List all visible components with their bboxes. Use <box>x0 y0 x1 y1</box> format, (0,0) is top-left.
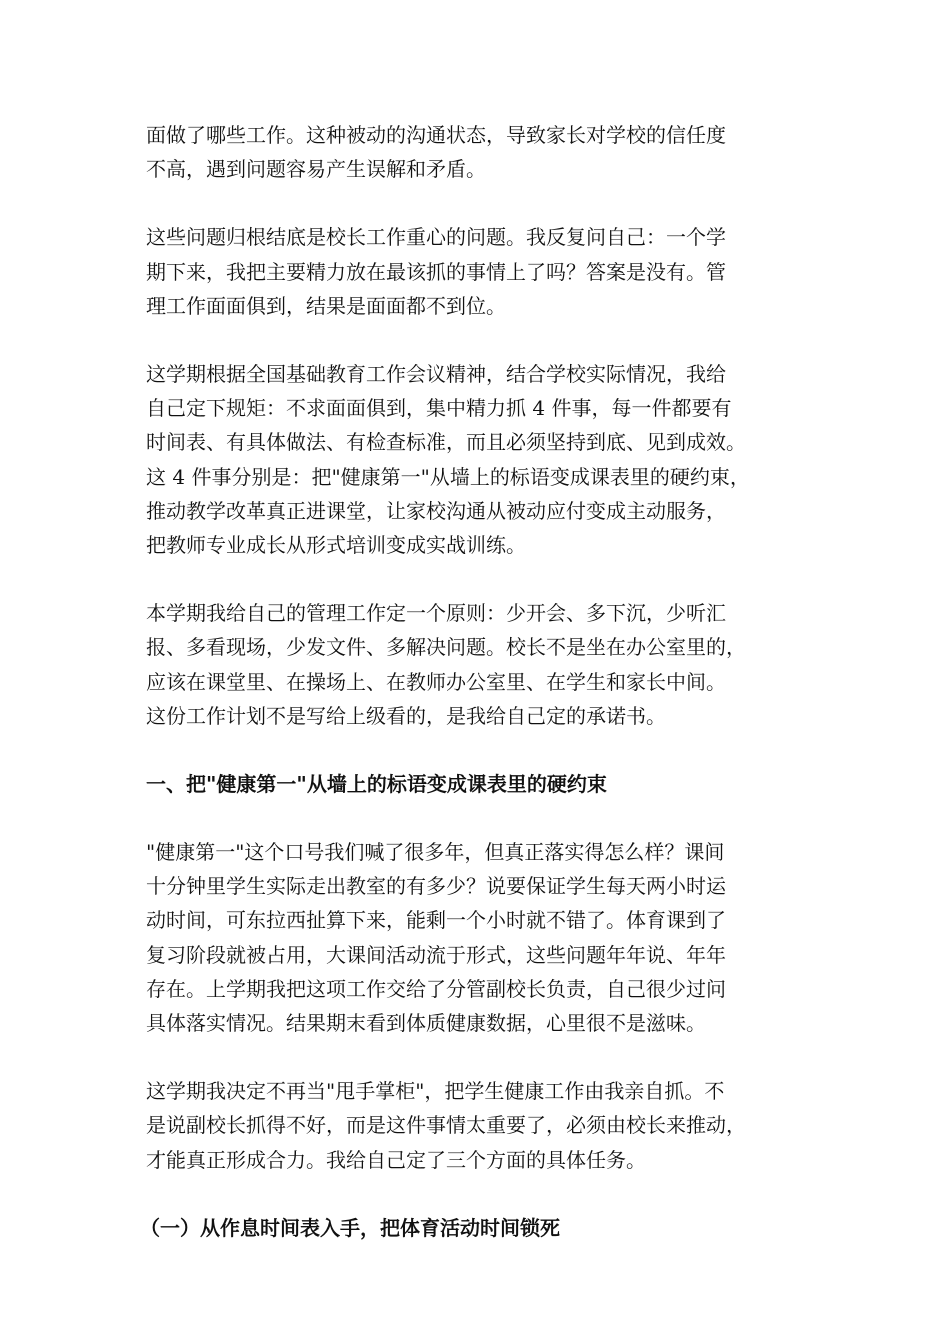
paragraph-1 <box>146 118 810 186</box>
text-line: 这些问题归根结底是校长工作重心的问题。我反复问自己：一个学 <box>146 225 726 250</box>
text-line: 时间表、有具体做法、有检查标准，而且必须坚持到底、见到成效。 <box>146 430 746 455</box>
text-line: 这份工作计划不是写给上级看的，是我给自己定的承诺书。 <box>146 703 666 728</box>
text-line: 不高，遇到问题容易产生误解和矛盾。 <box>146 157 486 182</box>
text-line: "健康第一"这个口号我们喊了很多年，但真正落实得怎么样？课间 <box>146 840 725 865</box>
paragraph-5 <box>146 835 810 1040</box>
text-line: 理工作面面俱到，结果是面面都不到位。 <box>146 293 506 318</box>
document-body <box>140 118 810 1279</box>
text-line: 这学期根据全国基础教育工作会议精神，结合学校实际情况，我给 <box>146 362 726 387</box>
text-line: 复习阶段就被占用，大课间活动流于形式，这些问题年年说、年年 <box>146 942 726 967</box>
text-line: 这 4 件事分别是：把"健康第一"从墙上的标语变成课表里的硬约束， <box>146 464 750 489</box>
text-line: 自己定下规矩：不求面面俱到，集中精力抓 4 件事，每一件都要有 <box>146 396 732 421</box>
text-line: 动时间，可东拉西扯算下来，能剩一个小时就不错了。体育课到了 <box>146 908 726 933</box>
text-line: 具体落实情况。结果期末看到体质健康数据，心里很不是滋味。 <box>146 1011 706 1036</box>
paragraph-2 <box>146 220 810 323</box>
section-heading: 一、把"健康第一"从墙上的标语变成课表里的硬约束 <box>146 772 607 797</box>
paragraph-4 <box>146 596 810 733</box>
text-line: 存在。上学期我把这项工作交给了分管副校长负责，自己很少过问 <box>146 976 726 1001</box>
text-line: 是说副校长抓得不好，而是这件事情太重要了，必须由校长来推动， <box>146 1113 746 1138</box>
text-line: 才能真正形成合力。我给自己定了三个方面的具体任务。 <box>146 1147 646 1172</box>
text-line: 这学期我决定不再当"甩手掌柜"，把学生健康工作由我亲自抓。不 <box>146 1079 725 1104</box>
text-line: 十分钟里学生实际走出教室的有多少？说要保证学生每天两小时运 <box>146 874 726 899</box>
text-line: 期下来，我把主要精力放在最该抓的事情上了吗？答案是没有。管 <box>146 259 726 284</box>
text-line: 应该在课堂里、在操场上、在教师办公室里、在学生和家长中间。 <box>146 669 726 694</box>
text-line: 本学期我给自己的管理工作定一个原则：少开会、多下沉，少听汇 <box>146 601 726 626</box>
text-line: 把教师专业成长从形式培训变成实战训练。 <box>146 533 526 558</box>
text-line: 推动教学改革真正进课堂，让家校沟通从被动应付变成主动服务， <box>146 498 726 523</box>
paragraph-3 <box>146 357 810 562</box>
text-line: 面做了哪些工作。这种被动的沟通状态，导致家长对学校的信任度 <box>146 123 726 147</box>
text-line: 报、多看现场，少发文件、多解决问题。校长不是坐在办公室里的， <box>146 635 746 660</box>
paragraph-6 <box>146 1074 810 1177</box>
subsection-heading: （一）从作息时间表入手，把体育活动时间锁死 <box>140 1215 560 1240</box>
